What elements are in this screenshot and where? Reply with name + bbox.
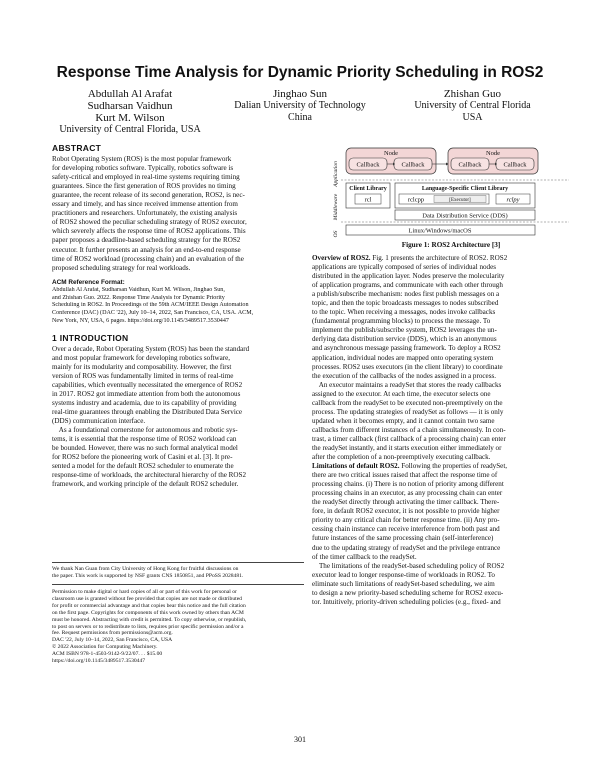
side-label-os: OS bbox=[333, 230, 339, 238]
body-line: the readySet instantly, and it starts execution either immediately or bbox=[312, 443, 502, 452]
body-line: and asynchronous message passing framework. To deploy a ROS2 bbox=[312, 344, 501, 353]
side-label-middleware: Middleware bbox=[333, 193, 339, 221]
body-line: callbacks from different instances of a chain simultaneously. In con- bbox=[312, 425, 506, 434]
abstract-line: executor. It further presents an analysis for an end-to-end response bbox=[52, 245, 241, 254]
body-line: callback from the readySet to be executed non-preemptively on the bbox=[312, 398, 503, 407]
intro-line: capabilities, which eventually necessitated the emergence of ROS2 bbox=[52, 380, 243, 389]
page-number: 301 bbox=[294, 735, 306, 744]
permission-line: on the first page. Copyrights for components of this work owned by others than ACM bbox=[52, 609, 244, 616]
body-line: processing chains in an executor, as any processing chain can enter bbox=[312, 489, 503, 498]
ros2-architecture-diagram bbox=[333, 144, 569, 240]
callback-label: Callback bbox=[356, 161, 380, 169]
dds-label: Data Distribution Service (DDS) bbox=[422, 212, 508, 220]
permission-line: for profit or commercial advantage and that copies bear this notice and the full citation bbox=[52, 602, 246, 609]
abstract-line: for developing robotics software. Typically, robotics software is bbox=[52, 164, 234, 173]
author-affiliation: China bbox=[288, 112, 312, 123]
language-client-library-label: Language-Specific Client Library bbox=[421, 186, 509, 192]
body-line: An executor maintains a readySet that stores the ready callbacks bbox=[312, 380, 502, 389]
body-line: implement the publish/subscribe system, ROS2 leverages the un- bbox=[312, 326, 497, 335]
body-line: fore, in default ROS2 executor, it is not possible to provide higher bbox=[312, 507, 500, 516]
permission-footnote bbox=[52, 589, 307, 665]
permission-line: DAC '22, July 10–14, 2022, San Francisco, CA, USA bbox=[52, 637, 173, 644]
abstract-line: Robot Operating System (ROS) is the most popular framework bbox=[52, 155, 232, 164]
permission-line: © 2022 Association for Computing Machinery. bbox=[52, 644, 158, 651]
introduction-heading: 1 INTRODUCTION bbox=[52, 332, 129, 343]
node-label: Node bbox=[485, 150, 501, 157]
permission-line: to post on servers or to redistribute to lists, requires prior specific permission and/or a bbox=[52, 623, 244, 630]
body-line: of application programs, and communicate with each other through bbox=[312, 281, 503, 290]
intro-line: response-time of workloads, the architectural hierarchy of the ROS2 bbox=[52, 471, 247, 480]
executor-label: [Executor] bbox=[449, 198, 471, 203]
body-line: updated when it becomes empty, and it cannot contain two same bbox=[312, 416, 495, 425]
body-line: Limitations of default ROS2. Following the properties of readySet, bbox=[312, 462, 508, 471]
acknowledgement-footnote bbox=[52, 566, 307, 580]
body-line: executor lead to longer response-time of workloads in ROS2. To bbox=[312, 570, 495, 579]
body-line: future instances of the same processing chain (self-interference) bbox=[312, 534, 494, 543]
intro-line: Over a decade, Robot Operating System (ROS) has been the standard bbox=[52, 344, 250, 353]
intro-line: systems industry and academia, due to its capability of providing bbox=[52, 399, 237, 408]
node-label: Node bbox=[383, 150, 399, 157]
body-line: of the timer callback to the readySet. bbox=[312, 552, 417, 561]
permission-line: classroom use is granted without fee provided that copies are not made or distributed bbox=[52, 595, 242, 602]
right-column bbox=[312, 254, 570, 607]
body-line: application, individual nodes are mapped onto operating system bbox=[312, 353, 494, 362]
acknowledgement-line: We thank Nan Guan from City University of Hong Kong for fruitful discussions on bbox=[52, 566, 239, 572]
abstract-body bbox=[52, 155, 304, 273]
body-line: topic, and then the topic broadcasts messages to nodes subscribed bbox=[312, 299, 499, 308]
reference-format-line: Conference (DAC) (DAC '22), July 10–14, 2022, San Francisco, CA, USA. ACM, bbox=[52, 310, 254, 317]
abstract-line: practitioners and researchers. Unfortunately, the existing analysis bbox=[52, 209, 238, 218]
body-line: tor. Intuitively, priority-driven scheduling policies (e.g., fixed- and bbox=[312, 597, 501, 606]
body-line: priority to any critical chain for better response time. (ii) Any pro- bbox=[312, 516, 500, 525]
reference-format-body bbox=[52, 287, 304, 326]
reference-format-line: Abdullah Al Arafat, Sudharsan Vaidhun, Kurt M. Wilson, Jinghao Sun, bbox=[52, 286, 225, 293]
abstract-line: guarantees. Since the first generation of ROS provides no timing bbox=[52, 182, 236, 191]
body-line: after the completion of a non-preemptively executing callback. bbox=[312, 453, 491, 462]
author-affiliation: Dalian University of Technology bbox=[234, 100, 366, 111]
abstract-line: paper proposes a deadline-based scheduling strategy for the ROS2 bbox=[52, 236, 241, 245]
body-line: a publish/subscribe mechanism: nodes first publish messages on a bbox=[312, 290, 500, 299]
reference-format-heading: ACM Reference Format: bbox=[52, 278, 125, 286]
body-line: (fundamental programming blocks) to process the message. To bbox=[312, 317, 491, 326]
intro-line: framework, and working principle of the default ROS2 scheduler. bbox=[52, 480, 239, 489]
body-line: trast, a timer callback (first callback of a processing chain) can enter bbox=[312, 434, 506, 443]
body-line: The limitations of the readySet-based scheduling policy of ROS2 bbox=[312, 561, 505, 570]
abstract-heading: ABSTRACT bbox=[52, 143, 102, 153]
permission-line: fee. Request permissions from permissions@acm.org. bbox=[52, 630, 173, 637]
body-line: processes. ROS2 uses executors (in the client library) to coordinate bbox=[312, 362, 503, 371]
body-line: there are two critical issues raised that affect the response time of bbox=[312, 471, 498, 480]
author-affiliation: University of Central Florida bbox=[414, 100, 531, 111]
permission-line: https://doi.org/10.1145/3489517.3530447 bbox=[52, 658, 146, 665]
abstract-line: which severely affects the response time of ROS2 applications. This bbox=[52, 227, 246, 236]
body-line: process. The updating strategies of readySet as follows — it is only bbox=[312, 407, 504, 416]
abstract-line: guarantee, the recent release of its second generation, ROS2, is nec- bbox=[52, 191, 245, 200]
author-name: Abdullah Al Arafat bbox=[87, 88, 173, 100]
callback-label: Callback bbox=[401, 161, 425, 169]
intro-line: and most popular framework for developing robotics software, bbox=[52, 353, 231, 362]
intro-line: mainly for its modularity and composability. However, the first bbox=[52, 362, 232, 371]
intro-line: As a foundational cornerstone for autonomous and robotic sys- bbox=[52, 426, 238, 435]
body-line: assigned to the executor. At each time, the executor selects one bbox=[312, 389, 491, 398]
permission-line: ACM ISBN 978-1-4503-9142-9/22/07. . . $15.00 bbox=[52, 651, 163, 658]
author-affiliation: University of Central Florida, USA bbox=[59, 124, 201, 135]
body-line: the execution of the callbacks of the nodes assigned in a process. bbox=[312, 371, 496, 380]
author-block-1 bbox=[40, 88, 220, 136]
reference-format-line: and Zhishan Guo. 2022. Response Time Analysis for Dynamic Priority bbox=[52, 294, 225, 301]
rcl-label: rcl bbox=[364, 196, 372, 204]
reference-format-line: New York, NY, USA, 6 pages. https://doi.org/10.1145/3489517.3530447 bbox=[52, 317, 229, 324]
body-line: to design a new priority-based scheduling scheme for ROS2 execu- bbox=[312, 588, 504, 597]
intro-line: tems, it is essential that the response time of ROS2 workload can bbox=[52, 435, 237, 444]
author-name: Zhishan Guo bbox=[443, 88, 502, 100]
author-name: Kurt M. Wilson bbox=[95, 112, 165, 124]
side-label-application: Application bbox=[333, 161, 339, 187]
intro-line: real-time guarantees through enabling the Distributed Data Service bbox=[52, 408, 243, 417]
client-library-label: Client Library bbox=[349, 186, 387, 192]
body-line: cessing chain instance can receive interference from both past and bbox=[312, 525, 500, 534]
os-label: Linux/Windows/macOS bbox=[408, 227, 472, 235]
callback-label: Callback bbox=[503, 161, 527, 169]
abstract-line: time of ROS2 workload (processing chain) and an evaluation of the bbox=[52, 254, 244, 263]
intro-line: for ROS2 before the pioneering work of Casini et al. [3]. It pre- bbox=[52, 453, 233, 462]
author-name: Sudharsan Vaidhun bbox=[87, 100, 173, 112]
introduction-body bbox=[52, 345, 304, 490]
rclcpp-label: rclcpp bbox=[407, 196, 425, 204]
intro-line: (DDS) communication interface. bbox=[52, 417, 146, 426]
intro-line: be bounded. However, there was no such formal analytical model bbox=[52, 444, 238, 453]
body-line: eliminate such limitations of readySet-based scheduling, we aim bbox=[312, 579, 495, 588]
body-line: processing chains. (i) There is no notion of priority among different bbox=[312, 480, 504, 489]
reference-format-line: Scheduling in ROS2. In Proceedings of the 59th ACM/IEEE Design Automation bbox=[52, 302, 249, 309]
callback-label: Callback bbox=[458, 161, 482, 169]
author-name: Jinghao Sun bbox=[272, 88, 328, 100]
abstract-line: essary and timely, and has since received immense attention from bbox=[52, 200, 238, 209]
left-column bbox=[52, 144, 304, 489]
body-line: Overview of ROS2. Fig. 1 presents the architecture of ROS2. ROS2 bbox=[312, 254, 508, 262]
body-line: applications are typically composed of series of individual nodes bbox=[312, 263, 496, 272]
abstract-line: of ROS2 showed the peculiar scheduling strategy of ROS2 executor, bbox=[52, 218, 247, 227]
body-line: due to the updating strategy of readySet and the privilege entrance bbox=[312, 543, 501, 552]
body-line: to the topic. When receiving a messages, nodes invoke callbacks bbox=[312, 308, 496, 317]
body-line: distributed in the application layer. Nodes preserve the molecularity bbox=[312, 272, 505, 281]
author-block-2 bbox=[220, 88, 380, 124]
abstract-line: safety-critical and employed in real-time systems requiring timing bbox=[52, 173, 240, 182]
paper-title: Response Time Analysis for Dynamic Priority Scheduling in ROS2 bbox=[56, 64, 544, 81]
permission-line: Permission to make digital or hard copies of all or part of this work for personal or bbox=[52, 589, 237, 595]
body-line: derlying data distribution service (DDS), which is an anonymous bbox=[312, 335, 497, 344]
author-affiliation: USA bbox=[462, 112, 483, 123]
footnote-divider bbox=[52, 584, 304, 585]
author-block-3 bbox=[385, 88, 560, 124]
intro-line: version of ROS was fundamentally limited in terms of real-time bbox=[52, 371, 234, 380]
intro-line: in 2017. ROS2 got immediate attention from both the autonomous bbox=[52, 389, 241, 398]
rclpy-label: rclpy bbox=[506, 196, 520, 204]
acknowledgement-line: the paper. This work is supported by NSF grants CNS 1850851, and PPoSS 2028481. bbox=[52, 572, 244, 579]
body-line: the readySet directly through activating the timer callback. There- bbox=[312, 498, 500, 507]
permission-line: must be honored. Abstracting with credit is permitted. To copy otherwise, or republish, bbox=[52, 616, 247, 623]
footnote-divider bbox=[52, 562, 304, 563]
figure-caption: Figure 1: ROS2 Architecture [3] bbox=[401, 241, 501, 249]
abstract-line: proposed scheduling strategy for real workloads. bbox=[52, 263, 191, 272]
intro-line: sented a model for the default ROS2 scheduler to enumerate the bbox=[52, 462, 234, 471]
